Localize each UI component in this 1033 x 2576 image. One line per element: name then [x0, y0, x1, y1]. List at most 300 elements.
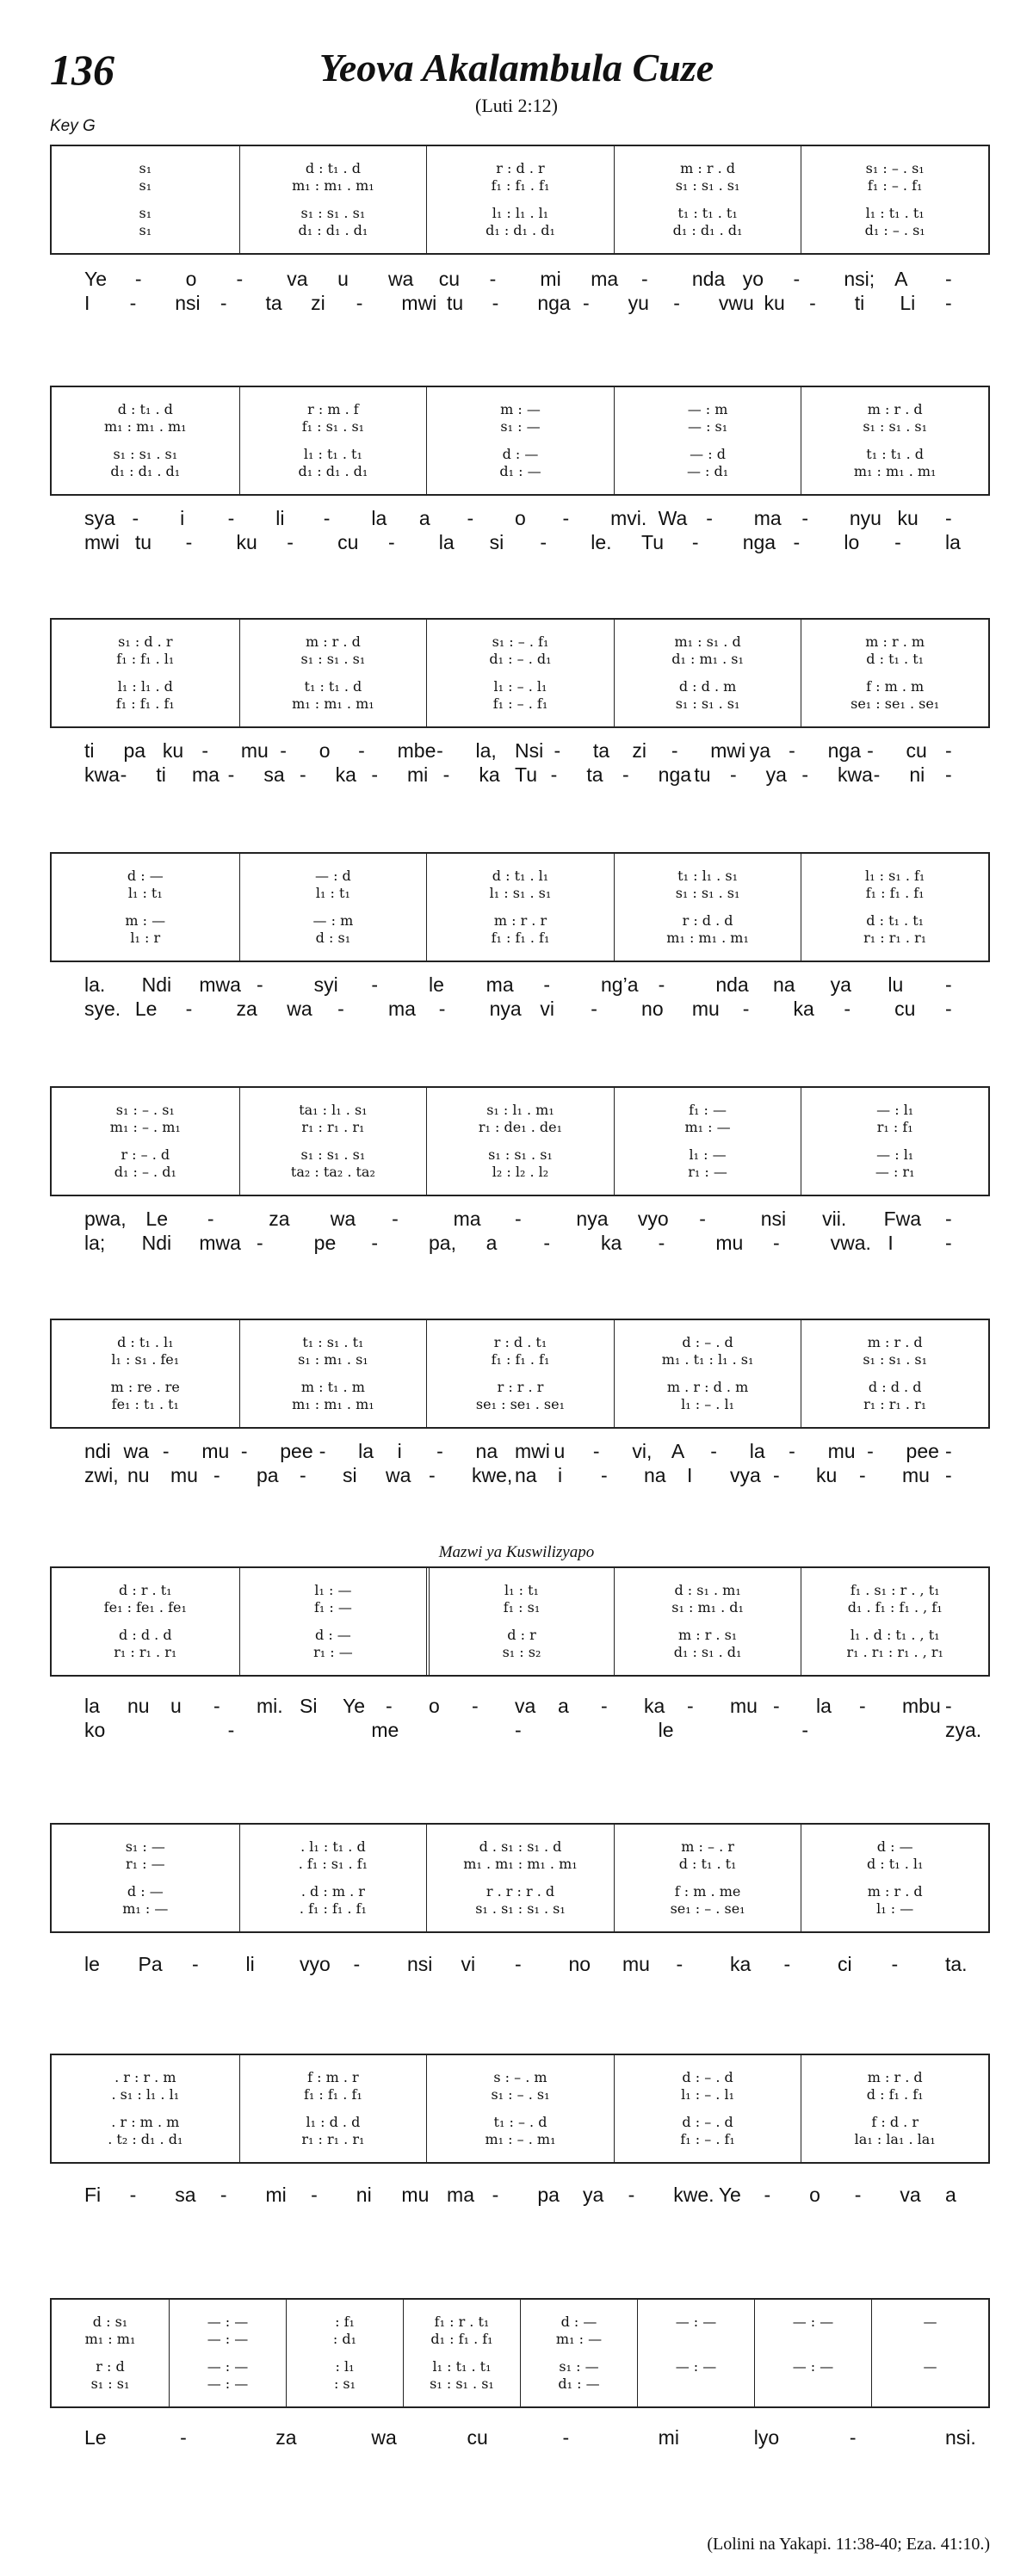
voice-line: r₁ : —	[313, 1644, 353, 1660]
lyric-syllable: -	[945, 268, 952, 290]
voice-line: f : m . r	[307, 2069, 359, 2085]
lyric-syllable: nsi	[175, 292, 201, 314]
voice-line: d₁ : d₁ . d₁	[298, 463, 368, 479]
voice-line: d : d . d	[119, 1627, 172, 1643]
lyric-syllable: -	[873, 763, 881, 786]
lyric-syllable: ya	[830, 973, 851, 996]
lyric-syllable: Li	[900, 292, 916, 314]
voice-line: s₁ : s₁	[90, 2375, 130, 2392]
lyric-syllable: cu	[337, 531, 359, 553]
voice-line: — : —	[207, 2358, 249, 2375]
voice-line: m₁ : —	[122, 1900, 169, 1917]
lyric-syllable: vii.	[822, 1208, 847, 1230]
voice-line: f₁ : f₁ . f₁	[491, 930, 550, 946]
lyric-syllable: na	[475, 1440, 498, 1462]
voice-line: d₁ : m₁ . s₁	[671, 651, 744, 667]
measure	[52, 1320, 239, 1427]
voice-line: f₁ : f₁ . f₁	[865, 885, 925, 901]
voice-line: f₁ : s₁ . s₁	[301, 418, 365, 435]
measure	[52, 146, 239, 253]
measure	[801, 146, 988, 253]
solfa-staff	[50, 1319, 990, 1429]
lyric-syllable: ma	[192, 763, 220, 786]
measure	[426, 854, 614, 961]
voice-line: — : s₁	[687, 418, 728, 435]
lyric-syllable: -	[280, 739, 287, 762]
voice-line: m : —	[125, 912, 166, 929]
lyric-syllable: la	[371, 507, 387, 529]
voice-line: r₁ : —	[125, 1856, 165, 1872]
lyric-syllable: -	[371, 1232, 378, 1254]
lyric-syllable: -	[392, 1208, 399, 1230]
lyric-syllable: a	[418, 507, 430, 529]
lyric-line	[50, 1231, 990, 1255]
lyric-syllable: sa	[263, 763, 285, 786]
lyric-syllable: wa	[123, 1440, 149, 1462]
voice-line: s₁ : s₁ . s₁	[300, 1146, 366, 1163]
voice-line: m : r . d	[867, 1334, 923, 1350]
lyric-syllable: pa	[257, 1464, 279, 1486]
lyric-syllable: -	[132, 507, 139, 529]
lyric-syllable: zya.	[945, 1719, 982, 1741]
lyric-syllable: ma	[753, 507, 782, 529]
voice-line: f₁ : – . f₁	[867, 177, 923, 194]
voice-line: s₁ : s₁ . s₁	[863, 1351, 928, 1368]
lyric-syllable: -	[543, 973, 550, 996]
lyric-syllable: nya	[489, 998, 522, 1020]
lyric-syllable: a	[486, 1232, 498, 1254]
voice-line: —	[923, 2313, 937, 2330]
lyric-syllable: ka	[479, 763, 500, 786]
voice-line: l₁ : —	[876, 1900, 914, 1917]
voice-line: . t₂ : d₁ . d₁	[108, 2131, 183, 2147]
lyric-syllable: a	[558, 1695, 569, 1717]
lyric-syllable: -	[742, 998, 750, 1020]
lyric-syllable: -	[207, 1208, 214, 1230]
section-label: Mazwi ya Kuswilizyapo	[438, 1543, 595, 1561]
lyric-syllable: -	[240, 1440, 248, 1462]
lyric-syllable: -	[789, 1440, 795, 1462]
measure	[52, 387, 239, 494]
lyric-syllable: i	[180, 507, 185, 529]
lyric-syllable: nda	[691, 268, 726, 290]
lyric-syllable: a	[945, 2184, 956, 2206]
lyric-syllable: -	[543, 1232, 550, 1254]
lyric-syllable: Ye	[84, 268, 108, 290]
lyric-syllable: -	[323, 507, 331, 529]
voice-line: : l₁	[335, 2358, 355, 2375]
lyric-syllable: vi	[461, 1953, 476, 1975]
lyric-syllable: na	[644, 1464, 666, 1486]
solfa-staff	[50, 145, 990, 255]
lyric-syllable: vi	[540, 998, 555, 1020]
solfa-staff	[50, 386, 990, 496]
measure	[614, 146, 801, 253]
lyric-syllable: -	[442, 763, 450, 786]
voice-line: — : r₁	[875, 1164, 915, 1180]
voice-line: l₁ : —	[314, 1582, 352, 1598]
voice-line: d : t₁ . t₁	[866, 651, 925, 667]
lyric-syllable: ka	[644, 1695, 665, 1717]
voice-line: m : re . re	[110, 1379, 180, 1395]
voice-line: s₁ : s₁ . s₁	[675, 885, 740, 901]
lyric-syllable: Tu	[515, 763, 537, 786]
lyric-syllable: mwa	[199, 973, 241, 996]
voice-line	[755, 2375, 871, 2393]
lyric-syllable: nsi	[760, 1208, 787, 1230]
voice-line: . f₁ : f₁ . f₁	[299, 1900, 367, 1917]
voice-line: d : t₁ . l₁	[866, 1856, 924, 1872]
lyric-syllable: mi	[407, 763, 429, 786]
lyric-syllable: ta	[265, 292, 282, 314]
lyric-syllable: pa,	[429, 1232, 456, 1254]
measure	[614, 1825, 801, 1931]
voice-line: s₁	[139, 177, 152, 194]
lyric-line	[50, 506, 990, 530]
voice-line: s₁ : —	[500, 418, 541, 435]
lyric-syllable: -	[220, 2184, 227, 2206]
lyric-syllable: pwa,	[84, 1208, 127, 1230]
lyric-syllable: kwa	[838, 763, 873, 786]
lyric-syllable: -	[591, 998, 597, 1020]
voice-line: r : d	[96, 2358, 125, 2375]
solfa-staff	[50, 2298, 990, 2408]
measure	[403, 2300, 520, 2406]
lyric-syllable: nsi	[407, 1953, 433, 1975]
lyric-syllable: -	[699, 1208, 706, 1230]
lyric-syllable: -	[789, 739, 795, 762]
lyric-syllable: -	[801, 763, 808, 786]
lyric-line	[50, 1694, 990, 1718]
lyric-syllable: -	[773, 1232, 780, 1254]
voice-line: r₁ . r₁ : r₁ . , r₁	[846, 1644, 943, 1660]
lyric-syllable: pe	[313, 1232, 337, 1254]
voice-line: f₁ : f₁ . f₁	[491, 177, 550, 194]
lyric-syllable: pee	[280, 1440, 313, 1462]
lyric-syllable: -	[540, 531, 547, 553]
lyric-syllable: -	[436, 1440, 443, 1462]
voice-line: r . r : r . d	[486, 1883, 555, 1900]
measure	[239, 1825, 427, 1931]
lyric-syllable: -	[730, 763, 737, 786]
lyric-syllable: mi	[658, 2426, 679, 2449]
lyric-syllable: o	[185, 268, 197, 290]
lyric-syllable: sa	[175, 2184, 196, 2206]
voice-line: . r : r . m	[114, 2069, 176, 2085]
lyric-line	[50, 1952, 990, 1976]
lyric-syllable: -	[844, 998, 851, 1020]
lyric-syllable: I	[84, 292, 90, 314]
solfa-staff	[50, 1823, 990, 1933]
lyric-syllable: wa	[330, 1208, 356, 1230]
lyric-syllable: si	[489, 531, 504, 553]
lyric-syllable: zwi,	[84, 1464, 119, 1486]
voice-line: — : m	[312, 912, 354, 929]
voice-line: l₁ : l₁ . d	[117, 678, 173, 695]
voice-line: : d₁	[332, 2331, 357, 2347]
lyric-syllable: no	[568, 1953, 591, 1975]
voice-line: d₁ : – . s₁	[864, 222, 925, 238]
lyric-syllable: la;	[84, 1232, 106, 1254]
lyric-syllable: -	[891, 1953, 899, 1975]
lyric-syllable: ku	[816, 1464, 838, 1486]
lyric-syllable: mu	[201, 1440, 230, 1462]
voice-line: m₁ : m₁ . m₁	[853, 463, 937, 479]
lyric-syllable: yu	[628, 292, 649, 314]
lyric-syllable: -	[859, 1464, 866, 1486]
voice-line: t₁ : t₁ . d	[304, 678, 362, 695]
lyric-syllable: la	[749, 1440, 765, 1462]
voice-line: d : t₁ . d	[117, 401, 173, 417]
lyric-syllable: u	[170, 1695, 182, 1717]
lyric-syllable: -	[687, 1695, 694, 1717]
lyric-syllable: cu	[894, 998, 916, 1020]
voice-line: s₁ : s₁ . s₁	[430, 2375, 494, 2392]
lyric-syllable: Si	[300, 1695, 318, 1717]
lyric-syllable: -	[801, 507, 808, 529]
voice-line: d : —	[502, 446, 539, 462]
voice-line	[872, 2331, 988, 2348]
lyric-syllable: ka	[601, 1232, 622, 1254]
voice-line: l₁ : d . d	[306, 2114, 361, 2130]
lyric-syllable: vi,	[632, 1440, 653, 1462]
voice-line: l₁ : r	[130, 930, 161, 946]
voice-line: r₁ : r₁ . r₁	[863, 930, 927, 946]
lyric-syllable: vya	[730, 1464, 761, 1486]
measure	[614, 2055, 801, 2162]
lyric-syllable: -	[945, 998, 952, 1020]
lyric-syllable: -	[371, 763, 378, 786]
measure	[801, 854, 988, 961]
lyric-syllable: nga	[537, 292, 571, 314]
lyric-syllable: -	[867, 1440, 874, 1462]
voice-line: d : d . d	[868, 1379, 922, 1395]
voice-line: . d : m . r	[300, 1883, 365, 1900]
voice-line: m : r . r	[493, 912, 547, 929]
voice-line: m₁ : m₁	[84, 2331, 136, 2347]
voice-line: d : – . d	[682, 2114, 733, 2130]
measure	[520, 2300, 637, 2406]
voice-line: d : t₁ . l₁	[117, 1334, 174, 1350]
measure	[614, 387, 801, 494]
lyric-syllable: -	[601, 1695, 608, 1717]
lyric-syllable: ka	[730, 1953, 752, 1975]
lyric-syllable: mbe	[397, 739, 436, 762]
voice-line: s₁ : —	[125, 1838, 165, 1855]
lyric-syllable: me	[371, 1719, 399, 1741]
lyric-syllable: -	[120, 763, 127, 786]
lyric-syllable: na	[515, 1464, 537, 1486]
lyric-syllable: wa	[371, 2426, 397, 2449]
lyric-syllable: li	[245, 1953, 255, 1975]
lyric-syllable: -	[601, 1464, 608, 1486]
measure	[239, 2055, 427, 2162]
lyric-syllable: Pa	[138, 1953, 163, 1975]
lyric-syllable: la	[816, 1695, 832, 1717]
lyric-line	[50, 2449, 990, 2474]
lyric-line	[50, 1439, 990, 1463]
lyric-syllable: -	[438, 998, 446, 1020]
lyric-syllable: o	[429, 1695, 440, 1717]
lyric-syllable: za	[275, 2426, 297, 2449]
measure	[239, 1568, 427, 1675]
measure	[801, 1825, 988, 1931]
voice-line: m : r . m	[865, 633, 925, 650]
lyric-syllable: -	[550, 763, 558, 786]
lyric-syllable: -	[515, 1953, 522, 1975]
lyric-syllable: nsi.	[945, 2426, 976, 2449]
voice-line: — : l₁	[876, 1146, 914, 1163]
lyric-syllable: -	[337, 998, 344, 1020]
lyric-syllable: mu	[240, 739, 269, 762]
lyric-syllable: -	[658, 1232, 665, 1254]
measure	[239, 1320, 427, 1427]
voice-line: s₁ : s₁ . s₁	[300, 651, 366, 667]
voice-line: m₁ : m₁ . m₁	[292, 1396, 374, 1412]
voice-line: : f₁	[335, 2313, 355, 2330]
voice-line: s₁ : s₁ . s₁	[675, 695, 740, 712]
lyric-syllable: nya	[576, 1208, 609, 1230]
lyric-syllable: vyo	[300, 1953, 331, 1975]
voice-line: l₁ : l₁ . l₁	[492, 205, 549, 221]
lyric-syllable: -	[180, 2426, 187, 2449]
measure	[801, 387, 988, 494]
key-signature: Key G	[50, 117, 96, 135]
lyric-syllable: mwi	[84, 531, 120, 553]
voice-line: d₁ : —	[558, 2375, 600, 2392]
lyric-syllable: -	[300, 1464, 306, 1486]
lyric-line	[50, 1976, 990, 2000]
lyric-syllable: -	[945, 292, 952, 314]
lyric-syllable: -	[854, 2184, 862, 2206]
lyric-syllable: -	[945, 1208, 952, 1230]
voice-line: s₁	[139, 205, 152, 221]
lyric-syllable: Le	[84, 2426, 107, 2449]
lyric-syllable: -	[945, 1440, 952, 1462]
lyric-syllable: Fwa	[883, 1208, 922, 1230]
lyric-syllable: ku	[162, 739, 184, 762]
lyric-syllable: ka	[793, 998, 814, 1020]
measure	[52, 2300, 169, 2406]
lyric-syllable: ci	[838, 1953, 852, 1975]
voice-line	[638, 2375, 754, 2393]
voice-line: m₁ : —	[555, 2331, 603, 2347]
lyric-syllable: -	[894, 531, 901, 553]
lyric-syllable: -	[213, 1464, 220, 1486]
voice-line: t₁ : – . d	[493, 2114, 547, 2130]
footer-references: (Lolini na Yakapi. 11:38-40; Eza. 41:10.)	[707, 2535, 990, 2554]
lyric-syllable: Ye	[343, 1695, 366, 1717]
lyric-syllable: -	[671, 739, 678, 762]
lyric-line	[50, 997, 990, 1021]
lyric-syllable: -	[562, 2426, 570, 2449]
voice-line: — : l₁	[876, 1102, 914, 1118]
lyric-syllable: nga	[742, 531, 776, 553]
voice-line: r : d . t₁	[493, 1334, 547, 1350]
voice-line: se₁ : – . se₁	[670, 1900, 745, 1917]
lyric-syllable: -	[801, 1719, 808, 1741]
lyric-syllable: mwa	[199, 1232, 241, 1254]
measure	[426, 1568, 614, 1675]
hymn-title: Yeova Akalambula Cuze	[319, 46, 714, 90]
lyric-syllable: A	[894, 268, 908, 290]
voice-line: f₁ : r . t₁	[434, 2313, 490, 2330]
lyric-syllable: ku	[236, 531, 257, 553]
voice-line: f : m . me	[674, 1883, 741, 1900]
voice-line: m . r : d . m	[666, 1379, 749, 1395]
lyric-line	[50, 1718, 990, 1742]
voice-line: s₁	[139, 222, 152, 238]
lyric-syllable: wa	[386, 1464, 411, 1486]
lyric-syllable: Fi	[84, 2184, 102, 2206]
voice-line: m : r . d	[680, 160, 736, 176]
voice-line: d : s₁	[315, 930, 351, 946]
lyric-syllable: wa	[387, 268, 414, 290]
lyric-syllable: -	[227, 1719, 235, 1741]
lyric-syllable: la	[84, 1695, 100, 1717]
lyric-syllable: o	[319, 739, 331, 762]
voice-line: d : t₁ . l₁	[492, 868, 549, 884]
voice-line: m : r . d	[867, 2069, 923, 2085]
measure	[801, 1568, 988, 1675]
lyric-syllable: ku	[897, 507, 919, 529]
lyric-syllable: le	[429, 973, 444, 996]
lyric-syllable: Ndi	[141, 1232, 172, 1254]
voice-line: t₁ : s₁ . t₁	[302, 1334, 364, 1350]
lyric-syllable: mu	[622, 1953, 650, 1975]
lyric-syllable: -	[129, 2184, 137, 2206]
voice-line: f₁ : —	[313, 1599, 352, 1615]
lyric-syllable: -	[809, 292, 816, 314]
lyric-syllable: -	[673, 292, 680, 314]
voice-line: m₁ : m₁ . m₁	[666, 930, 749, 946]
voice-line: l₁ . d : t₁ . , t₁	[850, 1627, 940, 1643]
lyric-syllable: ni	[356, 2184, 372, 2206]
voice-line: —	[923, 2358, 937, 2375]
lyric-syllable: -	[710, 1440, 717, 1462]
voice-line: . l₁ : t₁ . d	[300, 1838, 366, 1855]
lyric-syllable: -	[201, 739, 209, 762]
lyric-syllable: nga	[827, 739, 861, 762]
lyric-syllable: na	[773, 973, 795, 996]
lyric-syllable: -	[472, 1695, 479, 1717]
voice-line: l₁ : t₁	[127, 885, 163, 901]
voice-line: f₁ : —	[689, 1102, 727, 1118]
voice-line: m : —	[500, 401, 541, 417]
measure	[239, 854, 427, 961]
lyric-syllable: ya	[749, 739, 771, 762]
measure	[614, 1568, 801, 1675]
lyric-syllable: pa	[537, 2184, 560, 2206]
voice-line: d : —	[127, 868, 164, 884]
lyric-syllable: ya	[765, 763, 787, 786]
lyric-syllable: mi.	[257, 1695, 283, 1717]
lyric-syllable: -	[945, 1464, 952, 1486]
measure	[426, 2055, 614, 2162]
lyric-syllable: -	[300, 763, 306, 786]
lyric-syllable: lo	[844, 531, 860, 553]
lyric-syllable: -	[515, 1719, 522, 1741]
voice-line: l₁ : t₁ . t₁	[865, 205, 925, 221]
lyric-syllable: no	[641, 998, 664, 1020]
voice-line: ta₁ : l₁ . s₁	[299, 1102, 368, 1118]
measure	[426, 1825, 614, 1931]
voice-line: l₁ : s₁ . fe₁	[111, 1351, 180, 1368]
measure	[286, 2300, 403, 2406]
voice-line: d : t₁ . t₁	[678, 1856, 737, 1872]
measure	[426, 1088, 614, 1195]
lyric-syllable: o	[515, 507, 526, 529]
